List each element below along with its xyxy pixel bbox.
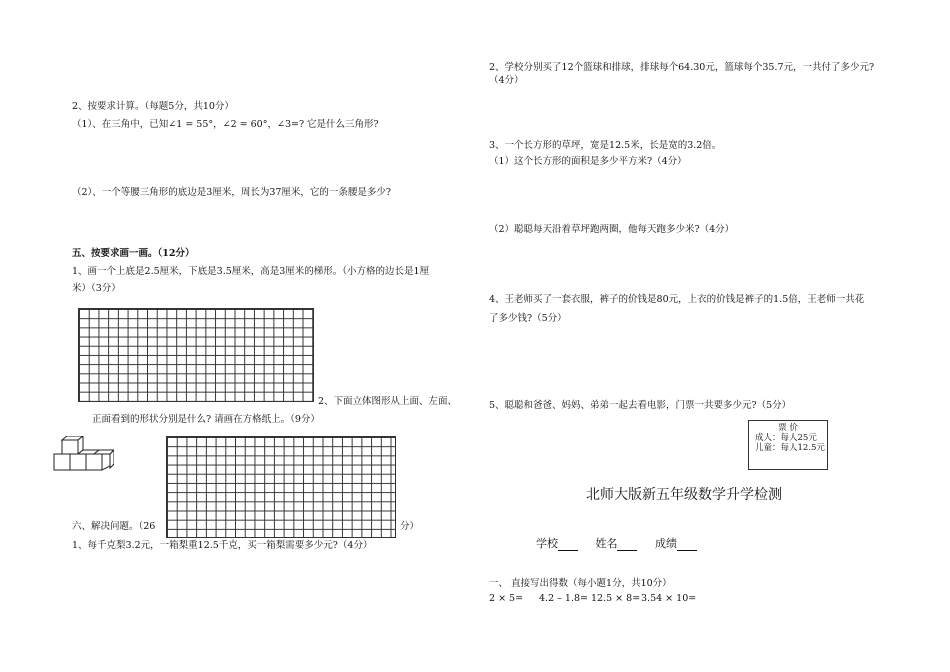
grid-paper-views[interactable] [166, 436, 396, 538]
name-label: 姓名 [595, 537, 618, 550]
section-6-title: 六、解决问题。（26 [72, 521, 156, 532]
section-5-q2-line1: 2、下面立体图形从上面、左面、 [318, 396, 458, 407]
cube-solid-figure [52, 436, 114, 474]
r-question-2-line1: 2、学校分别买了12个篮球和排球，排球每个64.30元，篮球每个35.7元，一共付了多少元? [489, 62, 875, 73]
price-title: 票 价 [778, 423, 798, 433]
name-blank[interactable] [617, 540, 637, 551]
score-label: 成绩 [654, 537, 677, 550]
r-question-3-1: （1）这个长方形的面积是多少平方米?（4分） [489, 156, 687, 167]
question-2-1: （1）、在三角中，已知∠1 = 55°，∠2 = 60°，∠3=? 它是什么三角形? [72, 119, 379, 130]
exam-title: 北师大版新五年级数学升学检测 [586, 487, 782, 503]
r-question-4-line2: 了多少钱?（5分） [489, 313, 567, 324]
score-blank[interactable] [677, 540, 697, 551]
school-blank[interactable] [558, 540, 578, 551]
section-5-q1-line1: 1、画一个上底是2.5厘米，下底是3.5厘米，高是3厘米的梯形。（小方格的边长是1厘 [72, 266, 430, 277]
r-question-2-line2: （4分） [489, 75, 524, 86]
r-question-3-line1: 3、一个长方形的草坪，宽是12.5米，长是宽的3.2倍。 [489, 140, 722, 151]
section-1-item-3: 12.5 × 8= [591, 593, 641, 604]
section-6-title-end: 分） [400, 521, 420, 532]
student-info-line [536, 537, 697, 551]
grid-paper-trapezoid[interactable] [78, 308, 314, 402]
price-child: 儿童：每人12.5元 [755, 443, 825, 453]
section-1-item-2: 4.2 – 1.8= [539, 593, 588, 604]
section-5-q1-line2: 米）（3分） [72, 283, 121, 294]
section-5-title: 五、按要求画一画。（12分） [72, 248, 195, 259]
section-1-item-4: 3.54 × 10= [641, 593, 697, 604]
school-label: 学校 [536, 537, 558, 550]
r-question-3-2: （2）聪聪每天沿着草坪跑两圈，他每天跑多少米?（4分） [489, 224, 735, 235]
section-6-q1: 1、每千克梨3.2元，一箱梨重12.5千克，买一箱梨需要多少元?（4分） [72, 540, 373, 551]
question-2-title: 2、按要求计算。（每题5分，共10分） [72, 101, 234, 112]
question-2-2: （2）、一个等腰三角形的底边是3厘米，周长为37厘米，它的一条腰是多少? [72, 187, 392, 198]
ticket-price-box [748, 420, 828, 470]
section-1-item-1: 2 × 5= [489, 593, 524, 604]
price-adult: 成人：每人25元 [755, 433, 817, 443]
section-5-q2-line2: 正面看到的形状分别是什么? 请画在方格纸上。（9分） [92, 414, 320, 425]
section-1-title: 一、 直接写出得数（每小题1分，共10分） [489, 578, 672, 589]
r-question-5: 5、聪聪和爸爸、妈妈、弟弟一起去看电影，门票一共要多少元?（5分） [489, 400, 792, 411]
r-question-4-line1: 4、王老师买了一套衣服，裤子的价钱是80元，上衣的价钱是裤子的1.5倍，王老师一共花 [489, 294, 865, 305]
